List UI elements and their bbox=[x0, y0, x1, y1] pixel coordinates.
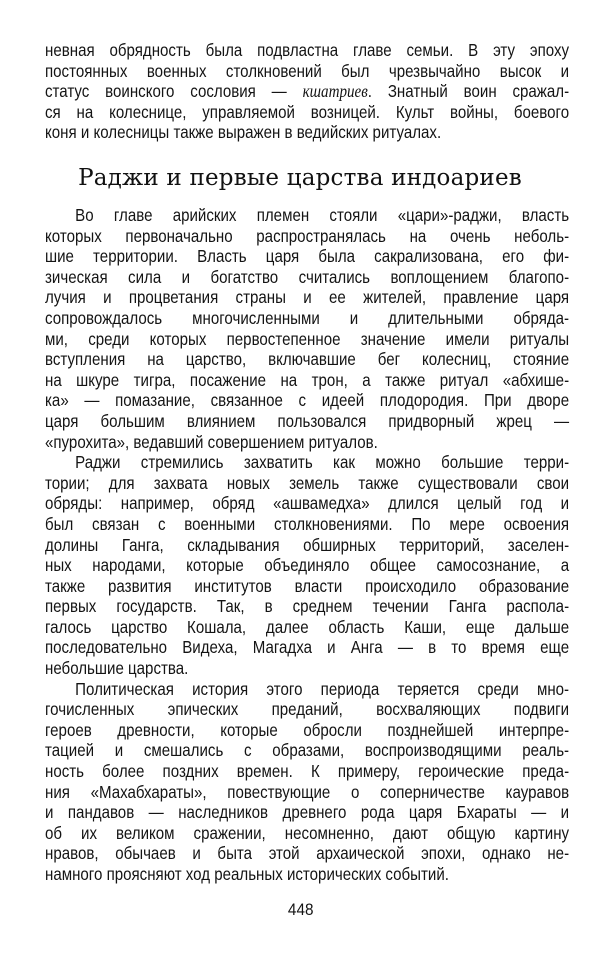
text-line: постоянных военных столкновений был чрезвычайно высок и bbox=[45, 60, 570, 81]
text-line: сопровождалось многочисленными и длительными обряда- bbox=[45, 307, 570, 328]
text-line: ми, среди которых первостепенное значение имели ритуалы bbox=[45, 328, 570, 349]
text-line: также развития институтов власти происходило образование bbox=[45, 575, 570, 596]
text-line: вступления на царство, включавшие бег колесниц, стояние bbox=[45, 349, 570, 370]
text-line: героев древности, которые обросли позднейшей интерпре- bbox=[45, 719, 570, 740]
page-number: 448 bbox=[287, 900, 314, 919]
text-line: Во главе арийских племен стояли «цари»-раджи, власть bbox=[75, 205, 570, 225]
text-line: галось царство Кошала, далее область Каши, еще дальше bbox=[45, 616, 570, 637]
text-line: тацией и смешались с образами, воспроизводящими реаль- bbox=[45, 740, 570, 761]
text-line bbox=[45, 81, 569, 102]
text-line: обряды: например, обряд «ашвамедха» длился целый год и bbox=[45, 493, 570, 514]
text-line: невная обрядность была подвластна главе семьи. В эту эпоху bbox=[45, 40, 570, 60]
text-line: небольшие царства. bbox=[45, 658, 189, 679]
text-line: зическая сила и богатство считались воплощением благопо- bbox=[45, 266, 570, 287]
paragraph bbox=[45, 452, 569, 679]
text-line: намного проясняют ход реальных исторических событий. bbox=[45, 864, 449, 884]
text-line: царя большим влиянием пользовался придворный жрец — bbox=[45, 410, 570, 431]
text-line: Раджи стремились захватить как можно большие терри- bbox=[75, 452, 570, 473]
section-heading: Раджи и первые царства индоариев bbox=[78, 165, 522, 191]
text-line: которых первоначально распространялась на очень неболь- bbox=[45, 225, 570, 246]
text-line: Политическая история этого периода теряется среди мно- bbox=[75, 678, 570, 699]
text-line: долины Ганга, складывания обширных территорий, заселен- bbox=[45, 534, 570, 555]
text-line: тории; для захвата новых земель также существовали свои bbox=[45, 472, 570, 493]
text-segment: . Знатный воин сражал- bbox=[367, 81, 570, 102]
text-line: ния «Махабхараты», повествующие о соперничестве кауравов bbox=[45, 781, 570, 802]
text-line: на шкуре тигра, посажение на трон, а также ритуал «абхише- bbox=[45, 369, 570, 390]
text-line: последовательно Видеха, Магадха и Анга — в то время еще bbox=[45, 637, 570, 658]
text-line: об их великом сражении, несомненно, дают общую картину bbox=[45, 822, 570, 843]
text-line: ка» — помазание, связанное с идеей плодородия. При дворе bbox=[45, 390, 570, 411]
text-line: лучия и процветания страны и ее жителей, правление царя bbox=[45, 287, 570, 308]
section-body bbox=[45, 205, 569, 885]
text-line: нравов, обычаев и быта этой архаической эпохи, однако не- bbox=[45, 843, 570, 864]
text-line: коня и колесницы также выражен в ведийских ритуалах. bbox=[45, 122, 442, 143]
paragraph bbox=[45, 205, 569, 452]
text-line: был связан с военными столкновениями. По мере освоения bbox=[45, 513, 570, 534]
text-line: ность более поздних времен. К примеру, героические преда- bbox=[45, 761, 570, 782]
italic-term: кшатриев bbox=[302, 81, 368, 102]
paragraph-continued bbox=[45, 40, 569, 143]
text-segment: статус воинского сословия — bbox=[45, 81, 303, 102]
text-line: первых государств. Так, в среднем течении Ганга распола- bbox=[45, 596, 570, 617]
text-line: гочисленных эпических преданий, восхваляющих подвиги bbox=[45, 699, 570, 720]
text-line: и пандавов — наследников древнего рода царя Бхараты — и bbox=[45, 802, 570, 823]
text-line: «пурохита», ведавший совершением ритуалов. bbox=[45, 431, 378, 452]
text-line: шие территории. Власть царя была сакрализована, его фи- bbox=[45, 246, 570, 267]
text-line: ся на колеснице, управляемой возницей. Культ войны, боевого bbox=[45, 101, 570, 122]
paragraph bbox=[45, 679, 569, 885]
text-line: ных народами, которые объединяло общее самосознание, а bbox=[45, 555, 570, 576]
